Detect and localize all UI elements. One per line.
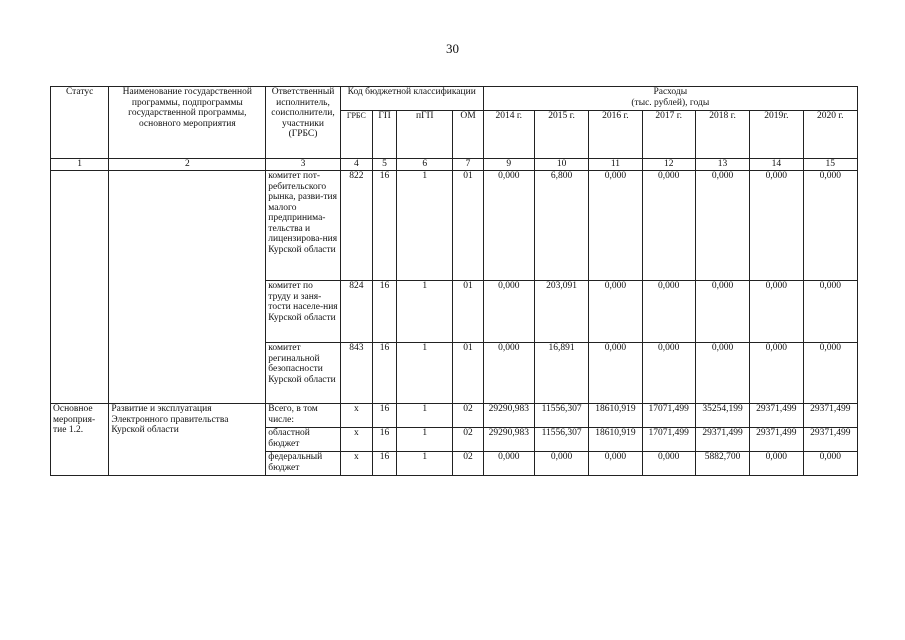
value-cell: 17071,499 — [642, 404, 695, 428]
value-cell: 29371,499 — [750, 428, 803, 452]
pgp-cell: 1 — [397, 428, 453, 452]
value-cell: 0,000 — [695, 343, 749, 404]
header-year-2016: 2016 г. — [589, 111, 642, 159]
value-cell: 17071,499 — [642, 428, 695, 452]
value-cell: 29290,983 — [483, 428, 534, 452]
value-cell: 0,000 — [642, 343, 695, 404]
value-cell: 0,000 — [803, 281, 857, 343]
measure-status-cell: Основное мероприя-тие 1.2. — [51, 404, 109, 476]
value-cell: 29371,499 — [803, 428, 857, 452]
value-cell: 29371,499 — [750, 404, 803, 428]
column-number: 5 — [372, 159, 396, 171]
value-cell: 18610,919 — [589, 428, 642, 452]
responsible-cell: комитет по труду и заня-тости населе-ния Курской области — [266, 281, 340, 343]
value-cell: 203,091 — [534, 281, 588, 343]
column-number: 10 — [534, 159, 588, 171]
measure-name-cell: Развитие и эксплуатация Электронного правительства Курской области — [109, 404, 266, 476]
responsible-cell: комитет пот-ребительского рынка, разви-тия малого предпринима-тельства и лицензирова-ния Курской области — [266, 171, 340, 281]
om-cell: 02 — [453, 452, 483, 476]
header-year-2014: 2014 г. — [483, 111, 534, 159]
value-cell: 11556,307 — [534, 404, 588, 428]
column-number: 7 — [453, 159, 483, 171]
value-cell: 29371,499 — [695, 428, 749, 452]
pgp-cell: 1 — [397, 343, 453, 404]
value-cell: 35254,199 — [695, 404, 749, 428]
responsible-cell: областной бюджет — [266, 428, 340, 452]
gp-cell: 16 — [372, 343, 396, 404]
pgp-cell: 1 — [397, 281, 453, 343]
column-number: 12 — [642, 159, 695, 171]
column-number: 9 — [483, 159, 534, 171]
value-cell: 0,000 — [589, 343, 642, 404]
gp-cell: 16 — [372, 404, 396, 428]
value-cell: 0,000 — [642, 171, 695, 281]
column-number: 6 — [397, 159, 453, 171]
column-numbers-row — [51, 159, 858, 171]
header-expenses-title: Расходы — [653, 87, 688, 97]
gp-cell: 16 — [372, 428, 396, 452]
header-gp: ГП — [372, 111, 396, 159]
value-cell: 6,800 — [534, 171, 588, 281]
value-cell: 11556,307 — [534, 428, 588, 452]
grbs-cell: 824 — [340, 281, 372, 343]
page-number: 30 — [446, 41, 459, 56]
pgp-cell: 1 — [397, 171, 453, 281]
pgp-cell: 1 — [397, 404, 453, 428]
value-cell: 0,000 — [483, 171, 534, 281]
header-grbs: ГРБС — [340, 111, 372, 159]
grbs-cell: 822 — [340, 171, 372, 281]
gp-cell: 16 — [372, 452, 396, 476]
column-number: 3 — [266, 159, 340, 171]
om-cell: 01 — [453, 171, 483, 281]
responsible-cell: федеральный бюджет — [266, 452, 340, 476]
header-year-2017: 2017 г. — [642, 111, 695, 159]
header-year-2020: 2020 г. — [803, 111, 857, 159]
header-responsible: Ответственный исполнитель, соисполнители, участники (ГРБС) — [266, 87, 340, 159]
grbs-cell: х — [340, 452, 372, 476]
value-cell: 0,000 — [750, 171, 803, 281]
column-number: 2 — [109, 159, 266, 171]
header-year-2015: 2015 г. — [534, 111, 588, 159]
value-cell: 0,000 — [589, 281, 642, 343]
value-cell: 0,000 — [589, 171, 642, 281]
table-row — [51, 171, 858, 281]
header-om: ОМ — [453, 111, 483, 159]
header-expenses — [483, 87, 857, 111]
value-cell: 0,000 — [642, 452, 695, 476]
column-number: 15 — [803, 159, 857, 171]
header-expenses-unit: (тыс. рублей), годы — [631, 97, 710, 108]
om-cell: 01 — [453, 343, 483, 404]
value-cell: 5882,700 — [695, 452, 749, 476]
om-cell: 02 — [453, 404, 483, 428]
name-cell-empty — [109, 171, 266, 404]
value-cell: 0,000 — [483, 452, 534, 476]
budget-table — [50, 86, 858, 476]
header-status: Статус — [51, 87, 109, 159]
value-cell: 29290,983 — [483, 404, 534, 428]
gp-cell: 16 — [372, 171, 396, 281]
value-cell: 0,000 — [803, 452, 857, 476]
value-cell: 0,000 — [695, 281, 749, 343]
status-cell-empty — [51, 171, 109, 404]
table-row — [51, 404, 858, 428]
column-number: 1 — [51, 159, 109, 171]
value-cell: 0,000 — [750, 343, 803, 404]
grbs-cell: 843 — [340, 343, 372, 404]
header-year-2019: 2019г. — [750, 111, 803, 159]
grbs-cell: х — [340, 404, 372, 428]
column-number: 11 — [589, 159, 642, 171]
value-cell: 16,891 — [534, 343, 588, 404]
value-cell: 0,000 — [695, 171, 749, 281]
om-cell: 01 — [453, 281, 483, 343]
pgp-cell: 1 — [397, 452, 453, 476]
value-cell: 0,000 — [750, 452, 803, 476]
value-cell: 0,000 — [534, 452, 588, 476]
column-number: 13 — [695, 159, 749, 171]
responsible-cell: Всего, в том числе: — [266, 404, 340, 428]
grbs-cell: х — [340, 428, 372, 452]
value-cell: 0,000 — [483, 343, 534, 404]
value-cell: 0,000 — [483, 281, 534, 343]
value-cell: 0,000 — [750, 281, 803, 343]
header-program-name: Наименование государственной программы, подпрограммы государственной программы, основного мероприятия — [109, 87, 266, 159]
value-cell: 0,000 — [589, 452, 642, 476]
gp-cell: 16 — [372, 281, 396, 343]
responsible-cell: комитет регинальной безопасности Курской области — [266, 343, 340, 404]
column-number: 14 — [750, 159, 803, 171]
value-cell: 0,000 — [642, 281, 695, 343]
header-pgp: пГП — [397, 111, 453, 159]
value-cell: 0,000 — [803, 171, 857, 281]
column-number: 4 — [340, 159, 372, 171]
header-year-2018: 2018 г. — [695, 111, 749, 159]
header-budget-code: Код бюджетной классификации — [340, 87, 483, 111]
value-cell: 18610,919 — [589, 404, 642, 428]
om-cell: 02 — [453, 428, 483, 452]
value-cell: 29371,499 — [803, 404, 857, 428]
value-cell: 0,000 — [803, 343, 857, 404]
